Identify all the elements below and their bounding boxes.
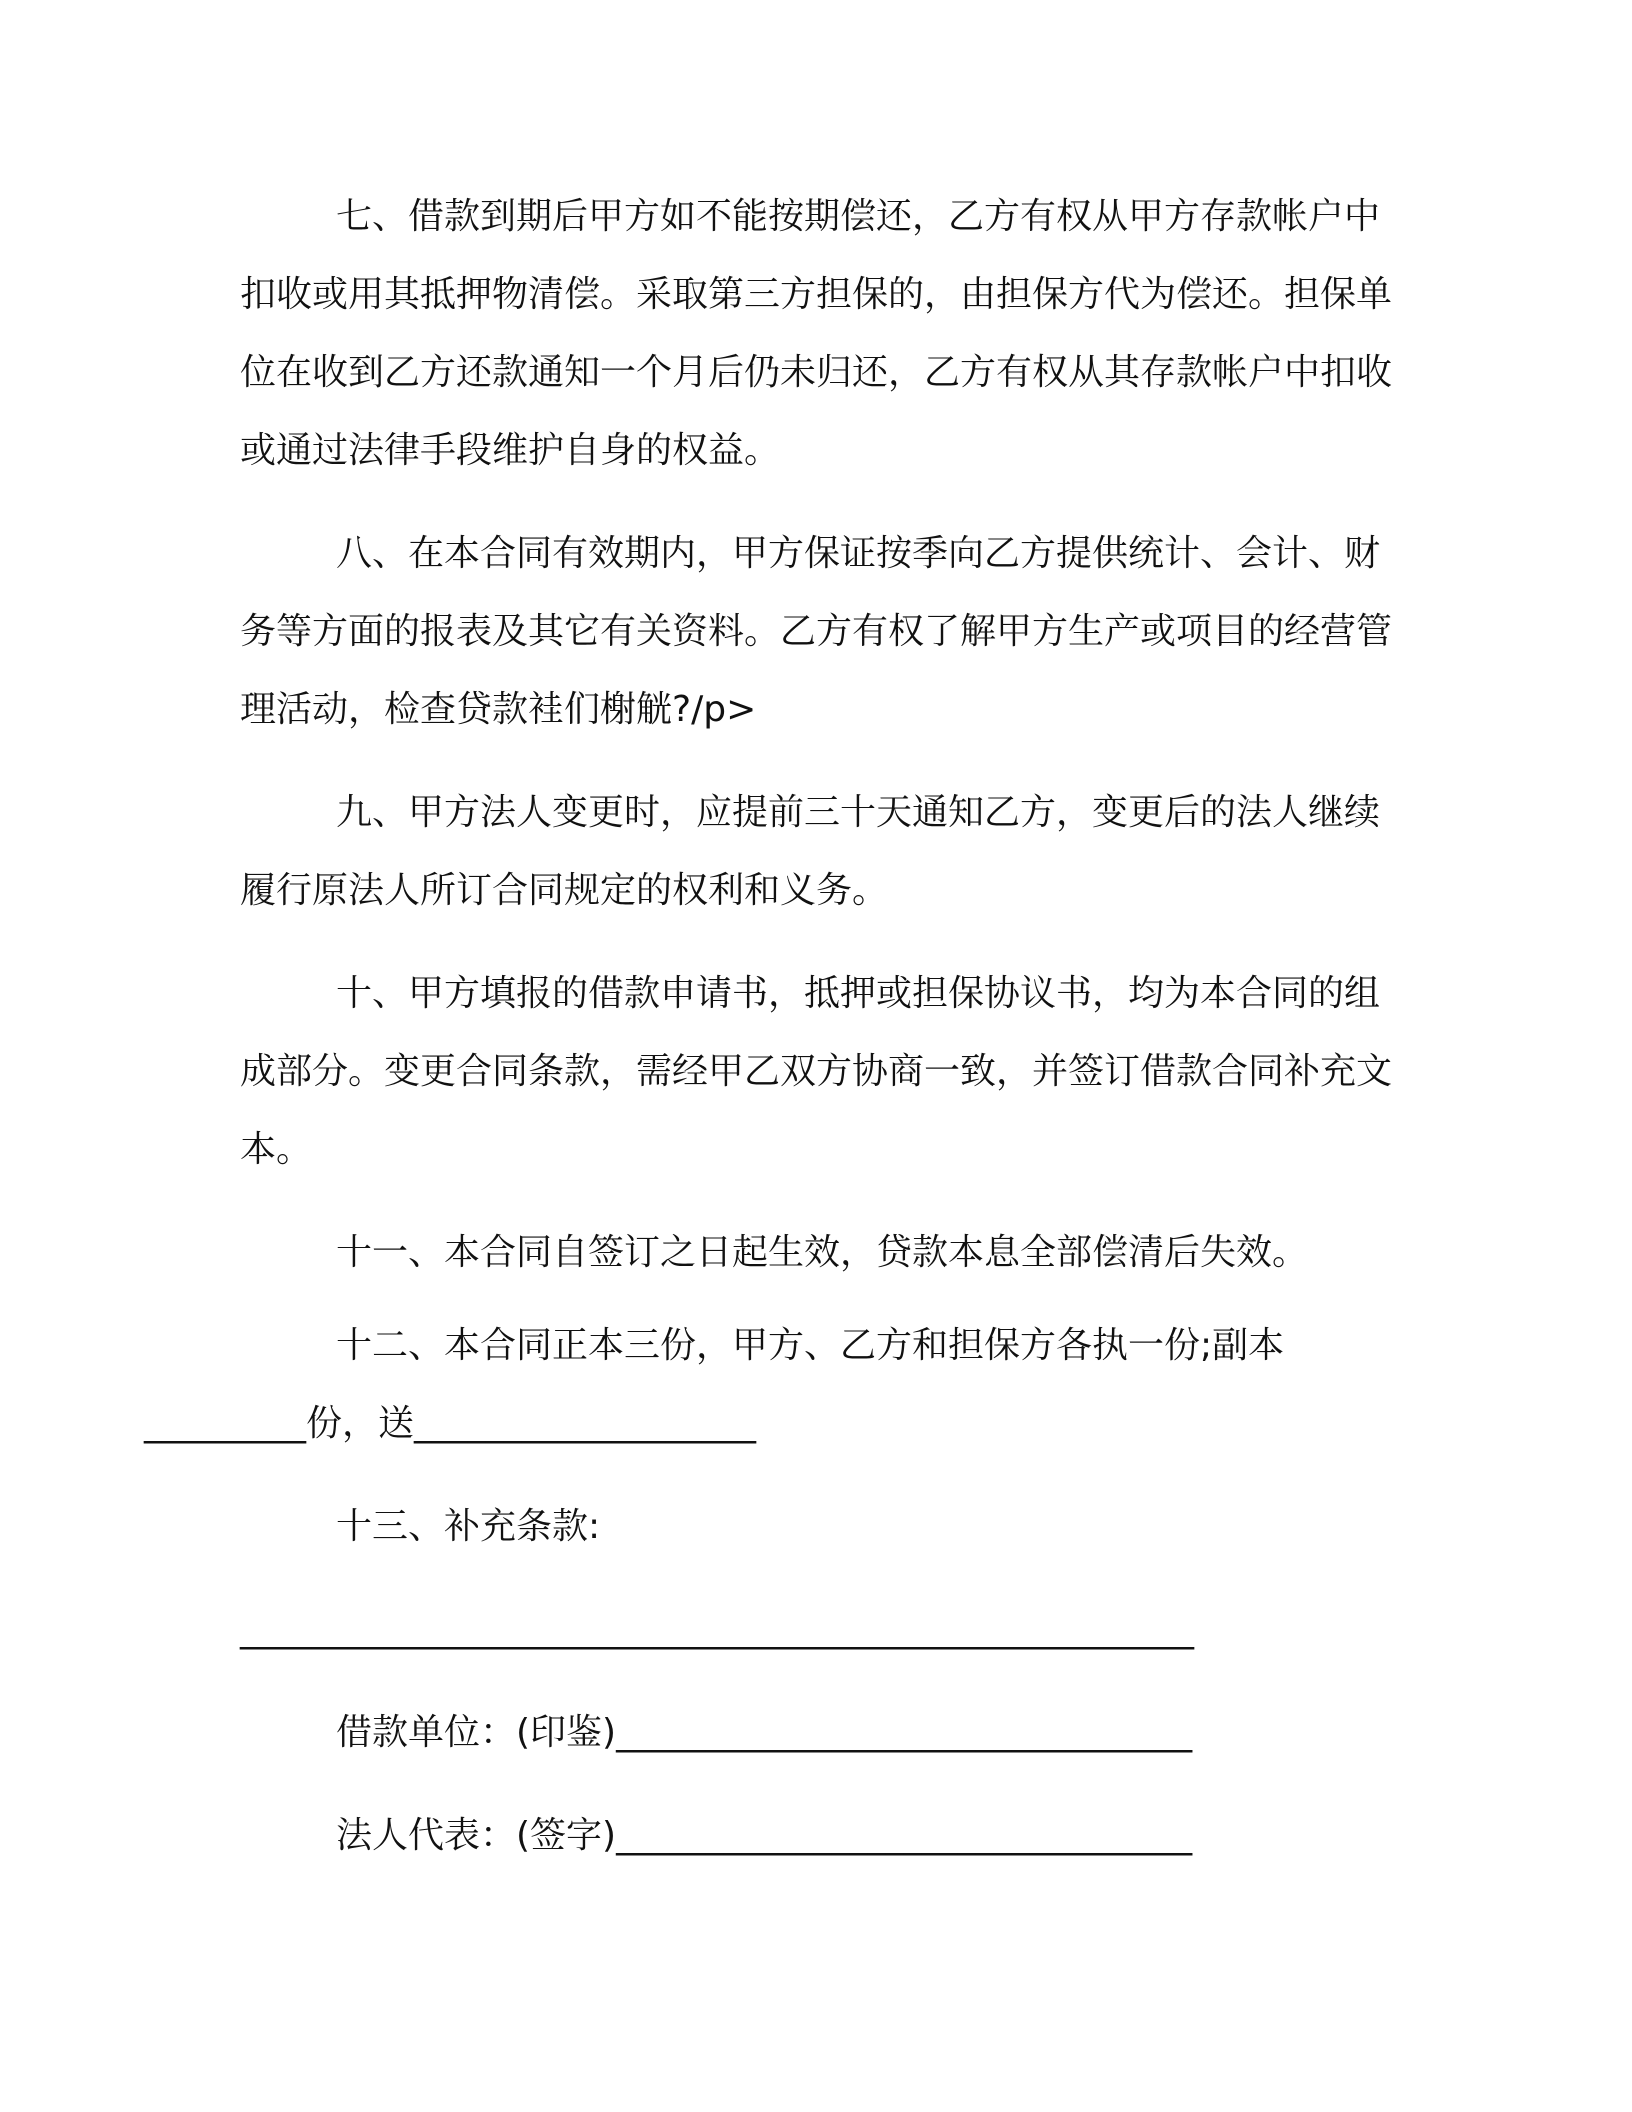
document-body (144, 178, 1400, 1900)
clause-7: 七、借款到期后甲方如不能按期偿还，乙方有权从甲方存款帐户中扣收或用其抵押物清偿。采取第三方担保的，由担保方代为偿还。担保单位在收到乙方还款通知一个月后仍未归还，乙方有权从其存款帐户中扣收或通过法律手段维护自身的权益。 (240, 196, 1393, 471)
clause-13: 十三、补充条款: (336, 1506, 601, 1547)
clause-9: 九、甲方法人变更时，应提前三十天通知乙方，变更后的法人继续履行原法人所订合同规定的权利和义务。 (240, 792, 1381, 911)
clause-11: 十一、本合同自签订之日起生效，贷款本息全部偿清后失效。 (336, 1232, 1309, 1273)
clause-10: 十、甲方填报的借款申请书，抵押或担保协议书，均为本合同的组成部分。变更合同条款，需经甲乙双方协商一致，并签订借款合同补充文本。 (240, 973, 1393, 1170)
supplement-blank-line: _____________________________________________________ (240, 1609, 1194, 1650)
clause-12-line2: _________份，送___________________ (144, 1403, 757, 1444)
clause-12-line1: 十二、本合同正本三份，甲方、乙方和担保方各执一份;副本 (336, 1325, 1285, 1366)
legal-rep-signature-line: 法人代表：(签字)________________________________ (336, 1815, 1193, 1856)
borrower-seal-line: 借款单位：(印鉴)________________________________ (336, 1712, 1193, 1753)
clause-12 (144, 1307, 1400, 1463)
clause-8: 八、在本合同有效期内，甲方保证按季向乙方提供统计、会计、财务等方面的报表及其它有关资料。乙方有权了解甲方生产或项目的经营管理活动，检查贷款袿们榭觥?/p> (240, 533, 1393, 730)
